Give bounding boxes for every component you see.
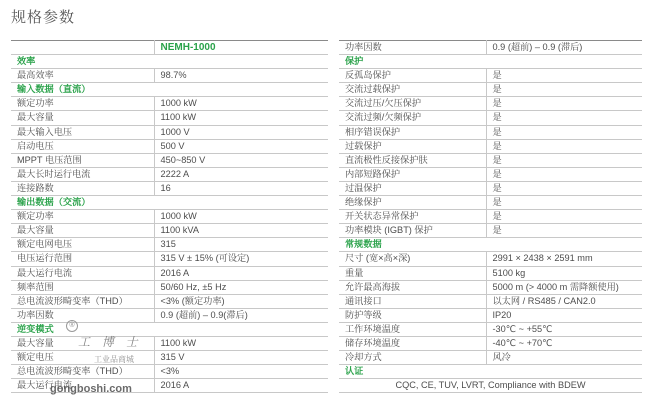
spec-table-right [339,40,642,393]
spec-label: 通讯接口 [339,294,486,308]
spec-value: -40℃ ~ +70℃ [486,336,642,350]
spec-row [339,97,642,111]
spec-row [11,125,328,139]
spec-row [339,125,642,139]
section-header [11,196,328,210]
spec-row [11,351,328,365]
spec-table-left [11,40,328,393]
spec-row [11,97,328,111]
spec-row [11,238,328,252]
header-blank-cell [11,41,154,55]
spec-row [339,336,642,350]
spec-value: 2222 A [154,167,328,181]
spec-value: 是 [486,125,642,139]
spec-row [11,69,328,83]
section-header [339,238,642,252]
spec-label: 过温保护 [339,181,486,195]
spec-label: MPPT 电压范围 [11,153,154,167]
spec-label: 额定功率 [11,97,154,111]
spec-label: 最大容量 [11,224,154,238]
spec-value: 1000 kW [154,97,328,111]
spec-value: <3% [154,365,328,379]
spec-row [339,210,642,224]
spec-value: 5100 kg [486,266,642,280]
watermark-subtitle: 工业品商城 [94,355,134,364]
spec-row [339,41,642,55]
spec-row [11,308,328,322]
section-title: 常规数据 [339,238,642,252]
spec-label: 启动电压 [11,139,154,153]
watermark-url: gongboshi.com [50,383,132,395]
watermark-brand: 工 博 士 [78,335,142,349]
spec-label: 冷却方式 [339,351,486,365]
spec-row [11,181,328,195]
spec-value: 2016 A [154,379,328,393]
spec-row [339,69,642,83]
spec-row [339,351,642,365]
spec-row [339,83,642,97]
spec-label: 额定功率 [11,210,154,224]
spec-label: 交流过压/欠压保护 [339,97,486,111]
spec-label: 总电流波形畸变率（THD） [11,365,154,379]
spec-row [339,294,642,308]
spec-row [11,294,328,308]
section-header [339,55,642,69]
spec-value: 是 [486,139,642,153]
spec-value: 16 [154,181,328,195]
spec-label: 最大容量 [11,111,154,125]
spec-row [339,111,642,125]
spec-label: 最大运行电流 [11,266,154,280]
spec-row [339,167,642,181]
spec-label: 防护等级 [339,308,486,322]
section-header [339,365,642,379]
spec-row [339,181,642,195]
spec-row [11,365,328,379]
spec-row [339,322,642,336]
spec-value: 2016 A [154,266,328,280]
spec-value: 500 V [154,139,328,153]
page-title: 规格参数 [11,9,76,26]
spec-row [11,139,328,153]
spec-row [339,280,642,294]
spec-label: 总电流波形畸变率（THD） [11,294,154,308]
spec-value: 315 V ± 15% (可设定) [154,252,328,266]
spec-label: 重量 [339,266,486,280]
section-title: 输出数据（交流） [11,196,328,210]
spec-value: 是 [486,153,642,167]
spec-label: 绝缘保护 [339,196,486,210]
spec-value: 是 [486,111,642,125]
spec-row [339,308,642,322]
spec-label: 内部短路保护 [339,167,486,181]
section-title: 效率 [11,55,328,69]
model-name: NEMH-1000 [154,41,328,55]
spec-row [11,111,328,125]
spec-label: 反孤岛保护 [339,69,486,83]
spec-row [339,196,642,210]
spec-value: 98.7% [154,69,328,83]
spec-value: IP20 [486,308,642,322]
spec-value: 风冷 [486,351,642,365]
spec-label: 额定电网电压 [11,238,154,252]
spec-label: 过载保护 [339,139,486,153]
spec-value: 以太网 / RS485 / CAN2.0 [486,294,642,308]
spec-label: 额定电压 [11,351,154,365]
spec-row [339,266,642,280]
spec-label: 相序错误保护 [339,125,486,139]
spec-label: 最高效率 [11,69,154,83]
spec-value: 是 [486,83,642,97]
spec-row [11,280,328,294]
spec-label: 功率因数 [11,308,154,322]
spec-label: 最大输入电压 [11,125,154,139]
spec-value: -30℃ ~ +55℃ [486,322,642,336]
spec-label: 储存环境温度 [339,336,486,350]
spec-value: 是 [486,224,642,238]
section-header [11,55,328,69]
spec-row [11,210,328,224]
spec-value: 1100 kW [154,336,328,350]
spec-label: 允许最高海拔 [339,280,486,294]
spec-label: 交流过载保护 [339,83,486,97]
registered-mark-icon: ® [66,320,78,332]
spec-value: 2991 × 2438 × 2591 mm [486,252,642,266]
spec-label: 连接路数 [11,181,154,195]
spec-label: 交流过频/欠频保护 [339,111,486,125]
spec-value: 50/60 Hz, ±5 Hz [154,280,328,294]
spec-label: 频率范围 [11,280,154,294]
spec-label: 最大长时运行电流 [11,167,154,181]
spec-value: 是 [486,181,642,195]
spec-row [339,252,642,266]
spec-label: 直流极性反接保护肤 [339,153,486,167]
spec-value: <3% (额定功率) [154,294,328,308]
spec-label: 开关状态异常保护 [339,210,486,224]
spec-value: 是 [486,97,642,111]
spec-row [339,153,642,167]
spec-value: 1000 V [154,125,328,139]
spec-row [11,167,328,181]
spec-label: 功率模块 (IGBT) 保护 [339,224,486,238]
spec-row [11,336,328,350]
section-header [11,83,328,97]
section-title: 认证 [339,365,642,379]
spec-label: 最大容量 [11,336,154,350]
spec-value: 是 [486,69,642,83]
spec-label: 尺寸 (宽×高×深) [339,252,486,266]
section-title: 输入数据（直流） [11,83,328,97]
spec-value: 0.9 (超前) – 0.9 (滞后) [486,41,642,55]
spec-label: 工作环境温度 [339,322,486,336]
spec-row [11,224,328,238]
spec-row [11,379,328,393]
spec-row [11,252,328,266]
spec-value: 是 [486,167,642,181]
section-header [11,322,328,336]
spec-value: 是 [486,210,642,224]
spec-value: 1000 kW [154,210,328,224]
spec-label: 电压运行范围 [11,252,154,266]
spec-value: 315 [154,238,328,252]
certification-list: CQC, CE, TUV, LVRT, Compliance with BDEW [339,379,642,393]
spec-value: 1100 kW [154,111,328,125]
spec-value: 1100 kVA [154,224,328,238]
spec-label: 最大运行电流 [11,379,154,393]
spec-row [339,139,642,153]
certification-row [339,379,642,393]
table-header-row [11,41,328,55]
section-title: 逆变模式 [11,322,328,336]
spec-label: 功率因数 [339,41,486,55]
spec-row [11,153,328,167]
spec-value: 315 V [154,351,328,365]
spec-value: 0.9 (超前) – 0.9(滞后) [154,308,328,322]
section-title: 保护 [339,55,642,69]
spec-row [339,224,642,238]
spec-value: 450~850 V [154,153,328,167]
spec-row [11,266,328,280]
spec-value: 5000 m (> 4000 m 需降额使用) [486,280,642,294]
spec-value: 是 [486,196,642,210]
